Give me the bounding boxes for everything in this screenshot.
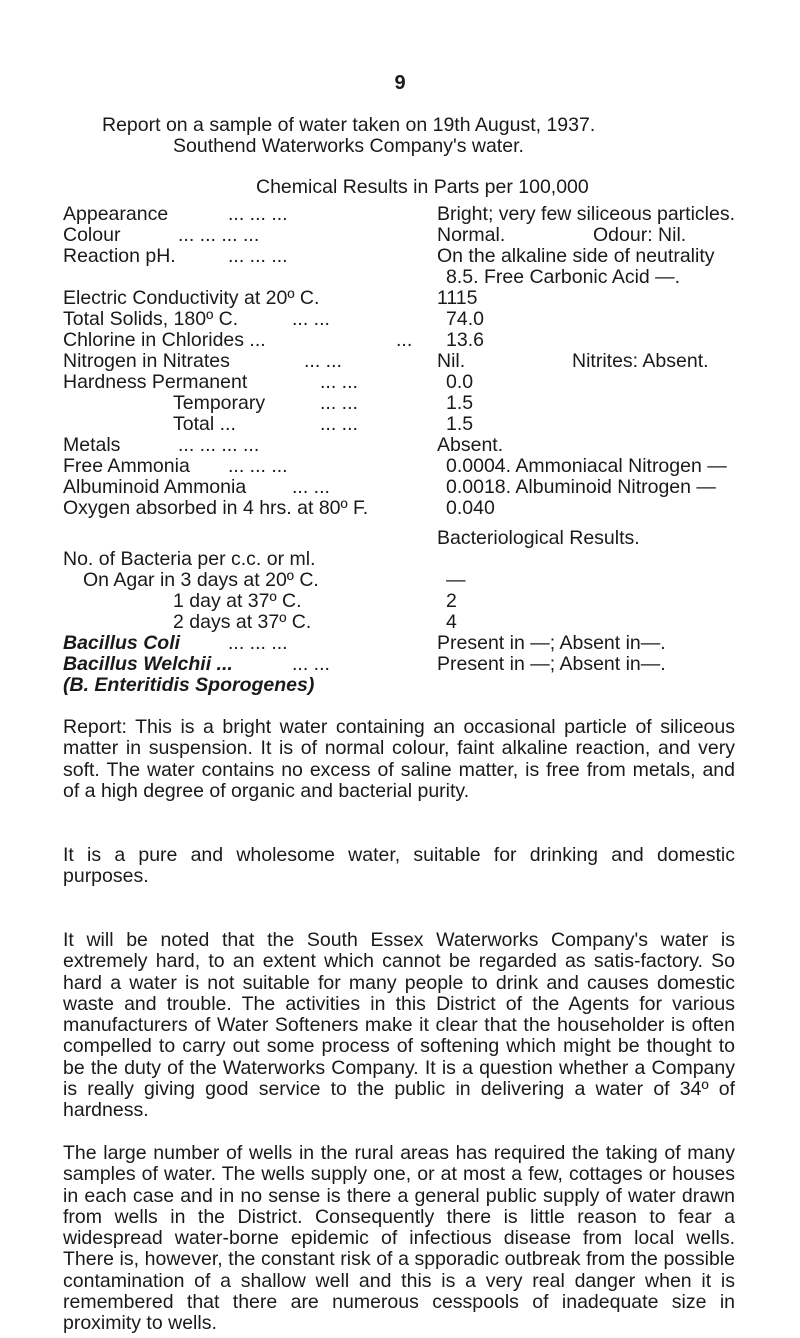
nitrates-value: Nil. <box>437 350 466 372</box>
page-number: 9 <box>394 72 406 94</box>
bacillus-welchii-dots: ... ... <box>292 653 330 675</box>
metals-dots: ... ... ... ... <box>178 434 260 456</box>
agar-2days-label: 2 days at 37º C. <box>173 611 312 633</box>
total-solids-value: 74.0 <box>446 308 484 330</box>
report-title: Report on a sample of water taken on 19th August, 1937. <box>102 114 596 136</box>
hardness-permanent-value: 0.0 <box>446 371 474 393</box>
report-paragraph <box>63 717 735 802</box>
chlorine-value: 13.6 <box>446 329 484 351</box>
appearance-label: Appearance <box>63 203 169 225</box>
hardness-permanent-label: Hardness Permanent <box>63 371 248 393</box>
bacteria-count-label: No. of Bacteria per c.c. or ml. <box>63 548 316 570</box>
report-subtitle: Southend Waterworks Company's water. <box>173 135 524 157</box>
bacillus-welchii-value: Present in —; Absent in—. <box>437 653 666 675</box>
paragraph-text: It is a pure and wholesome water, suitable for drinking and domestic purposes. <box>63 844 735 888</box>
enteritidis-label: (B. Enteritidis Sporogenes) <box>63 674 315 696</box>
albuminoid-ammonia-dots: ... ... <box>292 476 330 498</box>
albuminoid-ammonia-label: Albuminoid Ammonia <box>63 476 247 498</box>
agar-1day-label: 1 day at 37º C. <box>173 590 302 612</box>
metals-label: Metals <box>63 434 121 456</box>
free-ammonia-dots: ... ... ... <box>228 455 288 477</box>
oxygen-absorbed-value: 0.040 <box>446 497 495 519</box>
agar-2days-value: 4 <box>446 611 457 633</box>
hardness-temporary-dots: ... ... <box>320 392 358 414</box>
conclusion-paragraph <box>63 845 735 888</box>
appearance-value: Bright; very few siliceous particles. <box>437 203 736 225</box>
colour-dots: ... ... ... ... <box>178 224 260 246</box>
paragraph-text: The large number of wells in the rural areas has required the taking of many samples of water. The wells supply one, or at most a few, cottages or houses in each case and in no sense is there a general public supply of water drawn from wells in the District. Consequently there is little reason to fear a widespread water-borne epidemic of infectious disease from local wells. There is, however, the constant risk of a spporadic outbreak from the possible contamination of a shallow well and this is a very real danger when it is remembered that there are numerous cesspools of inadequate size in proximity to wells. <box>63 1142 735 1335</box>
oxygen-absorbed-label: Oxygen absorbed in 4 hrs. at 80º F. <box>63 497 369 519</box>
colour-value: Normal. <box>437 224 506 246</box>
bacillus-coli-label: Bacillus Coli <box>63 632 181 654</box>
bacillus-coli-value: Present in —; Absent in—. <box>437 632 666 654</box>
agar-3days-label: On Agar in 3 days at 20º C. <box>83 569 319 591</box>
hardness-total-dots: ... ... <box>320 413 358 435</box>
paragraph-text: Report: This is a bright water containing an occasional particle of siliceous matter in suspension. It is of normal colour, faint alkaline reaction, and very soft. The water contains no excess of saline matter, is free from metals, and of a high degree of organic and bacterial purity. <box>63 716 735 802</box>
free-ammonia-label: Free Ammonia <box>63 455 190 477</box>
hardness-permanent-dots: ... ... <box>320 371 358 393</box>
appearance-dots: ... ... ... <box>228 203 288 225</box>
metals-value: Absent. <box>437 434 504 456</box>
hardness-temporary-value: 1.5 <box>446 392 474 414</box>
hardness-paragraph <box>63 930 735 1122</box>
free-ammonia-value: 0.0004. Ammoniacal Nitrogen — <box>446 455 727 477</box>
conductivity-value: 1115 <box>437 287 478 309</box>
hardness-temporary-label: Temporary <box>173 392 266 414</box>
bacillus-welchii-label: Bacillus Welchii ... <box>63 653 233 675</box>
bacteriological-results-heading: Bacteriological Results. <box>437 527 640 549</box>
paragraph-text: It will be noted that the South Essex Waterworks Company's water is extremely hard, to an extent which cannot be regarded as satis-factory. So hard a water is not suitable for many people to drink and causes domestic waste and trouble. The activities in this District of the Agents for various manufacturers of Water Softeners make it clear that the householder is often compelled to carry out some process of softening which might be thought to be the duty of the Waterworks Company. It is a question whether a Company is really giving good service to the public in delivering a water of 34º of hardness. <box>63 929 735 1122</box>
hardness-total-label: Total ... <box>173 413 236 435</box>
agar-3days-value: — <box>446 569 466 591</box>
total-solids-dots: ... ... <box>292 308 330 330</box>
chlorine-label: Chlorine in Chlorides ... <box>63 329 266 351</box>
chlorine-dots: ... <box>396 329 413 351</box>
chemical-results-heading: Chemical Results in Parts per 100,000 <box>256 176 589 198</box>
reaction-value-line2: 8.5. Free Carbonic Acid —. <box>446 266 681 288</box>
odour-value: Odour: Nil. <box>593 224 687 246</box>
conductivity-label: Electric Conductivity at 20º C. <box>63 287 320 309</box>
wells-paragraph <box>63 1143 735 1335</box>
nitrates-label: Nitrogen in Nitrates <box>63 350 230 372</box>
nitrates-dots: ... ... <box>304 350 342 372</box>
colour-label: Colour <box>63 224 121 246</box>
agar-1day-value: 2 <box>446 590 457 612</box>
hardness-total-value: 1.5 <box>446 413 474 435</box>
albuminoid-ammonia-value: 0.0018. Albuminoid Nitrogen — <box>446 476 716 498</box>
reaction-dots: ... ... ... <box>228 245 288 267</box>
reaction-label: Reaction pH. <box>63 245 176 267</box>
total-solids-label: Total Solids, 180º C. <box>63 308 239 330</box>
reaction-value: On the alkaline side of neutrality <box>437 245 715 267</box>
bacillus-coli-dots: ... ... ... <box>228 632 288 654</box>
nitrites-value: Nitrites: Absent. <box>572 350 709 372</box>
